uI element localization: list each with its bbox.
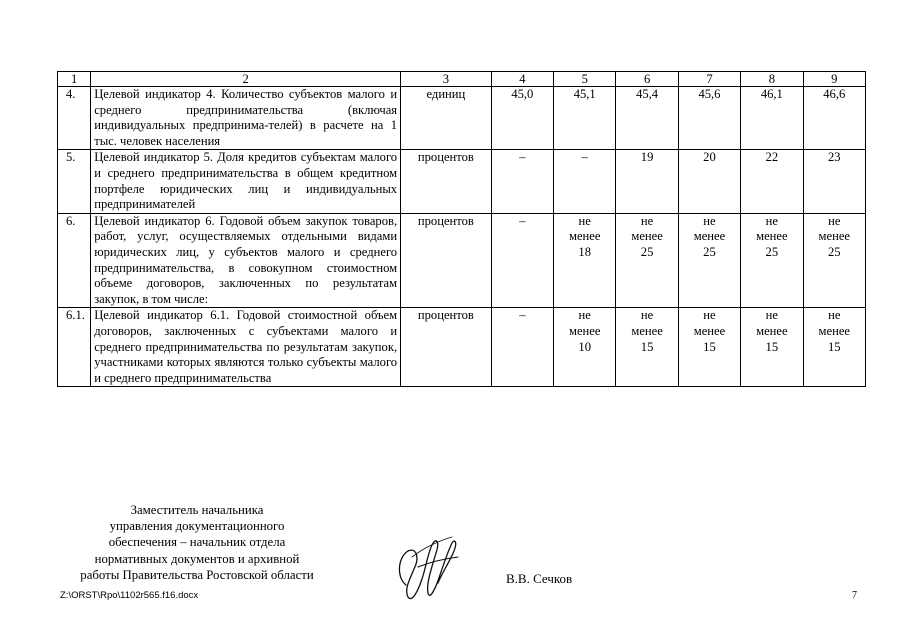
value-text: менее (568, 323, 601, 338)
position-line: Заместитель начальника (130, 503, 264, 517)
value-text: менее (631, 323, 663, 338)
value-text: – (581, 150, 588, 165)
row-number: 6.1. (58, 308, 91, 387)
position-line: обеспечения – начальник отдела (108, 535, 286, 550)
value-cell (554, 87, 616, 150)
value-text: менее (568, 229, 601, 244)
value-text: 45,6 (698, 87, 721, 101)
value-text: не (765, 213, 779, 228)
header-cell: 8 (741, 72, 803, 87)
value-text: не (828, 308, 841, 323)
value-text: 18 (578, 244, 592, 259)
indicator-description: Целевой индикатор 5. Доля кредитов субъектам малого и среднего предпринимательства в общем кредитном портфеле юридических лиц и индивидуальных предпринимателей (91, 150, 401, 213)
value-text: менее (693, 229, 726, 244)
value-text: 45,1 (573, 87, 596, 101)
indicator-description: Целевой индикатор 6.1. Годовой стоимостной объем договоров, заключенных с субъектами малого и среднего предпринимательства по результатам закупок, участниками которых являются только субъекты малого и среднего предпринимательства (91, 308, 401, 387)
value-cell (616, 150, 678, 213)
value-text: 23 (827, 150, 841, 165)
value-cell (678, 213, 740, 308)
value-cell (616, 87, 678, 150)
value-text: 19 (640, 150, 654, 165)
indicator-description: Целевой индикатор 4. Количество субъектов малого и среднего предпринимательства (включая индивидуальных предпринима-телей) в расчете на 1 тыс. человек населения (91, 87, 401, 150)
value-text: менее (818, 229, 850, 244)
value-cell (491, 150, 553, 213)
value-text: 45,4 (636, 87, 659, 101)
value-text: 15 (765, 339, 779, 354)
unit-cell: процентов (401, 213, 492, 308)
value-text: менее (631, 229, 663, 244)
value-text: 46,1 (760, 87, 783, 101)
value-cell (803, 308, 865, 387)
table-body (58, 72, 866, 387)
header-cell: 2 (91, 72, 401, 87)
value-text: – (519, 213, 526, 228)
value-text: менее (756, 323, 788, 338)
value-text: 25 (827, 244, 841, 259)
value-text: 25 (765, 244, 779, 259)
value-text: менее (693, 323, 726, 338)
indicators-table (57, 71, 866, 387)
value-cell (741, 213, 803, 308)
value-text: 15 (640, 339, 654, 354)
position-line: управления документационного (109, 519, 285, 534)
value-cell (741, 150, 803, 213)
value-cell (554, 213, 616, 308)
table-row (58, 87, 866, 150)
row-number: 4. (58, 87, 91, 150)
value-text: не (578, 213, 591, 228)
row-number: 5. (58, 150, 91, 213)
signer-name: В.В. Сечков (506, 571, 573, 586)
header-cell: 4 (491, 72, 553, 87)
value-cell (616, 308, 678, 387)
unit-cell: процентов (401, 150, 492, 213)
value-text: менее (756, 229, 788, 244)
value-text: менее (818, 323, 850, 338)
value-cell (554, 308, 616, 387)
value-cell (678, 308, 740, 387)
page-number: 7 (852, 590, 857, 601)
header-cell: 3 (401, 72, 492, 87)
value-text: – (519, 150, 526, 165)
file-path: Z:\ORST\Rpo\1102r565.f16.docx (60, 590, 199, 601)
value-cell (491, 308, 553, 387)
indicator-description: Целевой индикатор 6. Годовой объем закупок товаров, работ, услуг, осуществляемых отдельными видами юридических лиц, у субъектов малого и среднего предпринимательства, в совокупном стоимостном объеме договоров, заключенных по результатам закупок, в том числе: (91, 213, 401, 308)
table-row (58, 308, 866, 387)
value-cell (803, 87, 865, 150)
value-text: не (640, 213, 654, 228)
table-row (58, 213, 866, 308)
value-cell (491, 213, 553, 308)
value-cell (491, 87, 553, 150)
header-cell: 9 (803, 72, 865, 87)
unit-cell: единиц (401, 87, 492, 150)
value-text: 20 (703, 150, 716, 165)
value-cell (741, 87, 803, 150)
value-text: 45,0 (511, 87, 534, 101)
value-text: 25 (640, 244, 654, 259)
value-cell (616, 213, 678, 308)
header-row (58, 72, 866, 87)
position-line: нормативных документов и архивной (94, 551, 300, 566)
value-cell (678, 150, 740, 213)
value-cell (678, 87, 740, 150)
unit-cell: процентов (401, 308, 492, 387)
value-text: – (519, 308, 526, 323)
value-text: не (828, 213, 841, 228)
value-cell (803, 213, 865, 308)
header-cell: 7 (678, 72, 740, 87)
value-text: не (578, 308, 591, 323)
position-line: работы Правительства Ростовской области (80, 567, 314, 582)
signature-title-block (58, 502, 336, 583)
value-text: 46,6 (823, 87, 846, 101)
value-text: не (703, 213, 716, 228)
header-cell: 1 (58, 72, 91, 87)
value-cell (554, 150, 616, 213)
value-text: не (703, 308, 716, 323)
header-cell: 5 (554, 72, 616, 87)
handwritten-signature (392, 527, 464, 605)
value-text: 22 (765, 150, 779, 165)
row-number: 6. (58, 213, 91, 308)
value-text: 15 (703, 339, 716, 354)
value-cell (741, 308, 803, 387)
value-text: 10 (578, 339, 592, 354)
value-text: не (640, 308, 654, 323)
value-cell (803, 150, 865, 213)
header-cell: 6 (616, 72, 678, 87)
value-text: 25 (703, 244, 716, 259)
value-text: не (765, 308, 779, 323)
table-row (58, 150, 866, 213)
value-text: 15 (827, 339, 841, 354)
